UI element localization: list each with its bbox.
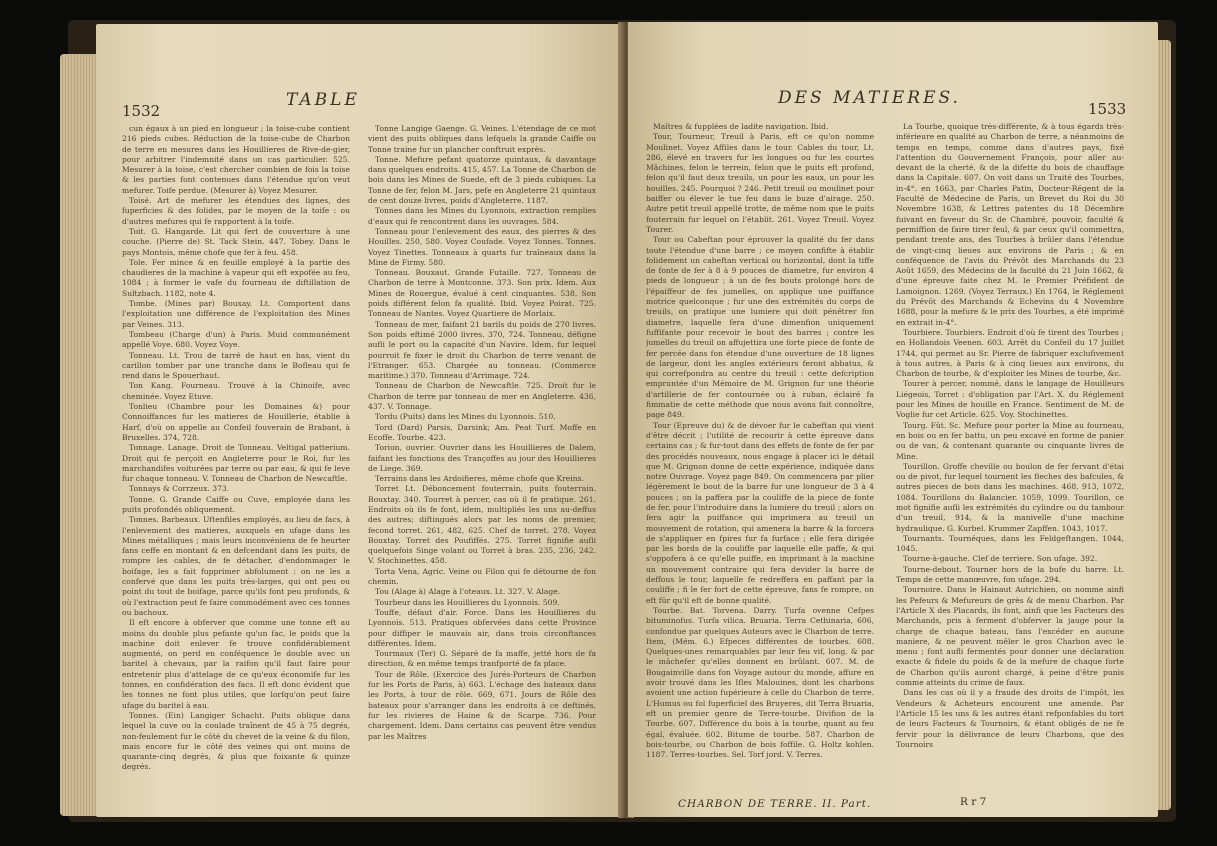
index-entry: Tonnage. Lanage. Droit de Tonneau. Veltigal patterium. Droit qui fe perçoit en Angleterre pour le Roi, fur les marchandifes voiturées par terre ou par eau, & qui fe leve fur chaque tonneau. V. Tonneau de Charbon de Newcaftle. <box>122 443 350 484</box>
running-header-left: TABLE <box>286 90 360 110</box>
index-entry: Torion, ouvrier. Ouvrier dans les Houillieres de Dalem, faifant les fonctions des Trançoffes au jour des Houillieres de Liege. 369. <box>368 443 596 473</box>
index-entry: Tourbeur dans les Houillieres du Lyonnois. 509. <box>375 597 560 607</box>
index-entry: Tourbe. Bat. Torvena. Darry. Turfa ovenne Cefpes bituminofus. Turfa vilica. Bruaria. Terra Cethinaria, 606, confondue par quelques Auteurs avec le Charbon de terre. Item, (Mém. 6.) Efpeces différentes de tourbes. 608. Quelques-unes remarquables par leur feu vif, long, & par le mâchefer qu'elles donnent en brûlant. 607. M. de Bougainville dans fon Voyage autour du monde, affure en avoir trouvé dans les Ifles Malouines, dont les charbons avoient une action fupérieure à celle du Charbon de terre. L'Humus ou fol fuperficiel des Bruyeres, dit Terra Bruaria, eft un premier genre de Terre-tourbe. Divifion de la Tourbe. 607. Différence du bois à la tourbe, quant au feu égal, évaluée. 602. Bitume de tourbe. 587. Charbon de bois-tourbe, ou Charbon de bois foffile. G. Holtz kohlen. 1187. Terres-tourbes. Sel. Torf jord. V. Terres. <box>646 605 874 760</box>
left-column-2 <box>368 124 596 804</box>
right-column-1 <box>646 122 874 802</box>
index-entry: Tordu (Puits) dans les Mines du Lyonnois. 510. <box>375 412 556 422</box>
index-entry: Toisé. Art de mefurer les étendues des lignes, des fuperficies & des folides, par le moyen de la toife : ou d'autres mefures qui fe rapportent à la toife. <box>122 196 350 226</box>
index-entry: Tombe. (Mines par) Bouxay. Lt. Comportent dans l'exploitation une différence de l'exploitation des Mines par Veines. 313. <box>122 299 350 329</box>
index-entry: Tonne. Mefure pefant quatorze quintaux, & davantage dans quelques endroits. 415, 457. La Tonne de Charbon de bois dans les Mines de Suede, eft de 3 pieds cubiques. La Tonne de fer, felon M. Jars, pefe en Angleterre 21 quintaux de cent douze livres, poids d'Angleterre. 1187. <box>368 154 596 206</box>
index-entry: Tonneau. Lt. Trou de tarré de haut en bas, vient du carillon tomber par une tranche dans le Bofleau qui fe rend dans le Spouerhaut. <box>122 350 350 381</box>
index-entry: Torta Vena, Agric. Veine ou Filon qui fe détourne de fon chemin. <box>368 566 596 587</box>
index-entry: Tombeau (Charge d'un) à Paris. Muid communément appellé Voye. 680. Voyez Voye. <box>122 329 350 350</box>
index-entry: Torret Lt. Déboncement fouterrain, puits fouterrain. Bouxtay. 340. Tourret à percer, cas où il fe pratique. 261. Endroits où ils fe font, idem, multipliés les uns au-deffus des autres; diftingués alors par les noms de premier, fecond torret. 261, 482, 625. Chef de torret. 278. Voyez Bouxtay. Torret des Poufiffés. 275. Torret fignifie aufli quelquefois Singe volant ou Torret à bras. 235, 236, 242. V. Stochinettes. 458. <box>368 484 596 566</box>
index-entry: cun égaux à un pied en longueur ; la toise-cube contient 216 pieds cubes. Réduction de la toise-cube de Charbon de terre en mesures dans les Houillieres de Rive-de-gier, pour arbitrer l'indemnité dans un cas particulier. 525. Mesurer à la toise, c'est chercher combien de fois la toise & les parties font contenues dans l'étendue qu'on veut mefurer. Toife perdue. (Mesurer à) Voyez Mesurer. <box>122 124 350 195</box>
index-entry: La Tourbe, quoique très-différente, & à tous égards très-inférieure en qualité au Charbon de terre, a néanmoins de temps en temps, comme dans d'autres pays, fixé l'attention du Gouvernement François, pour aller au-devant de la cherté, & de la difette du bois de chauffage dans la Capitale. 607. On voit dans un Traité des Tourbes, in-4°. en 1663, par Charles Patin, Docteur-Régent de la Faculté de Médecine de Paris, un Brevet du Roi du 30 Novembre 1638, & Lettres patentes du 18 Décembre fuivant en faveur du Sr. de Chambré, pouvoir, faculté & permiffion de faire tirer feul, & par ceux qu'il commettra, pendant trente ans, des Tourbes à brûler dans l'étendue de vingt-cinq lieues aux environs de Paris ; & en conféquence de l'avis du Prévôt des Marchands du 23 Août 1659, des Médecins de la faculté du 21 Juin 1662, & d'une épreuve faite chez M. le Premier Préfident de Lamoignon. 1269. (Voyez Terraux.) En 1764, le Réglement du Prévôt des Marchands & Echevins du 4 Novembre 1688, pour la mefure & le prix des Tourbes, a été imprimé en extrait in-4°. <box>896 122 1124 327</box>
index-entry: Tournants. Tournéques, dans les Feldgeftangen. 1044, 1045. <box>896 533 1124 554</box>
index-entry: Tonneau de Charbon de Newcaftle. 725. Droit fur le Charbon de terre par tonneau de mer en Angleterre. 436, 437. V. Tonnage. <box>368 381 596 412</box>
index-entry: Tonneau. Bouxaut. Grande Futaille. 727. Tonneau de Charbon de terre à Montconne. 373. Son prix. Idem. Aux Mines de Rouergue, évalué à cent cinquantes. 538. Son poids différent felon fa qualité. Ibid. Voyez Poirat. 725. Tonneau de Nantes. Voyez Quartiere de Morlaix. <box>368 268 596 319</box>
index-entry: Touffe, défaut d'air. Force. Dans les Houillieres du Lyonnois. 513. Pratiques obfervées dans cette Province pour diffiper le mauvais air, dans trois circonftances différentes. Idem. <box>368 607 596 648</box>
index-entry: Dans les cas où il y a fraude des droits de l'impôt, les Vendeurs & Acheteurs encourent une amende. Par l'Article 15 les uns & les autres étant refponfables du tort de leurs Facteurs & Tournoirs, & étant obligés de ne fe fervir pour la délivrance de leurs Charbons, que des Tournoirs <box>896 688 1124 749</box>
index-entry: Tourmaux (Ter) G. Séparé de fa maffe, jetté hors de fa direction, & en même temps tranfporté de fa place. <box>368 649 596 669</box>
page-edges-left <box>60 54 98 816</box>
index-entry: Tou (Alage à) Alage à l'oteaux. Lt. 327. V. Alage. <box>375 587 561 597</box>
index-entry: Tonnes. (Ein) Langiger Schacht. Puits oblique dans lequel la cuve ou la coulade traînent de 45 à 75 degrés, non-feulement fur le côté du chevet de la veine & du filon, mais encore fur le côté des veines qui ont moins de quarante-cinq degrés, & plus que foixante & quinze degrés. <box>122 710 350 772</box>
index-entry: Maîtres & fupplées de ladite navigation. Ibid. <box>653 122 829 131</box>
index-entry: Terrains dans les Ardoifieres, même chofe que Kreins. <box>375 474 584 484</box>
right-column-2 <box>896 122 1124 802</box>
index-entry: Il eft encore à obferver que comme une tonne eft au moins du double plus pefante qu'un fac, le poids que la machine doit enlever fe trouve confidérablement augmenté, on perd en conféquence le double avec un baritel à chevaux, par la raifon qu'il faut faire pour entretenir plus d'attelage de ce qu'eux économife fur les tonnes, en confidération des facs. Il eft donc évident que les tonnes ne font plus utiles, que lorfqu'on peut faire ufage du baritel à eau. <box>122 618 350 710</box>
signature-mark: R r 7 <box>960 796 987 808</box>
index-entry: Tourg. Fût. Sc. Mefure pour porter la Mine au fourneau, en bois ou en fer battu, un peu excavé en forme de panier ou de van, & contenant quarante ou cinquante livres de Mine. <box>896 420 1124 461</box>
index-entry: Tonne Langige Gaenge. G. Veines. L'étendage de ce mot vient des puits obliques dans lefquels la grande Caiffe ou Tonne traine fur un plancher conftruit exprès. <box>368 124 596 154</box>
index-entry: Tonneau pour l'enlevement des eaux, des pierres & des Houilles. 250, 580. Voyez Coufade. Voyez Tonnes. Tonnes. Voyez Tinettes. Tonneaux à quarts fur traîneaux dans la Mine de Firmy. 580. <box>368 226 596 267</box>
index-entry: Tourne-à-gauche. Clef de terriere. Son ufage. 392. <box>903 554 1098 564</box>
running-header-right: DES MATIERES. <box>778 88 961 108</box>
right-page <box>628 22 1158 817</box>
index-entry: Tour (Epreuve du) & de dévoer fur le cabeftan qui vient d'être décrit ; l'utilité de recourir à cette épreuve dans certains cas ; & fur-tout dans des effets de fonte de fer par des procédés nouveaux, nous engage à placer ici le détail que M. Grignon donne de cette expérience, indiquée dans notre Ouvrage. Voyez page 849. On commencera par plier légèrement le bout de la barre fur une longueur de 3 à 4 pouces ; on la pafferа par la couliffe de la piece de fonte de fer, pour l'introduire dans la lumiere du treuil ; alors on fera agir la puiffance qui imprimera au treuil un mouvement de rotation, qui amenera la barre & la forcera de s'appliquer en fpires fur fa furface ; elle fera dirigée par les bords de la couliffe par laquelle elle paffe, & qui s'oppofera à ce qu'elle puiffe, en imprimant à la machine un mouvement contraire qui fera devider la barre de deffous le tour, laquelle fe redreffera en paffant par la couliffe ; fi le fer fort de cette épreuve, fans fe rompre, on eft fûr qu'il eft de bonne qualité. <box>646 420 874 605</box>
index-entry: Toit. G. Hangarde. Lit qui fert de couverture à une couche. (Pierre de) St. Tack Stein. 447. Tobey. Dans le pays Montois, même chofe que fer à feu. 458. <box>122 226 350 257</box>
index-entry: Tournoire. Dans le Hainaut Autrichien, on nomme ainfi les Pefeurs & Mefureurs de grès & de menu Charbon. Par l'Article X des Placards, ils font, ainfi que les Facteurs des Marchands, pris à ferment d'obferver la jauge pour la charge de chaque bateau, fans l'excéder en aucune maniere, & ne peuvent mêler le gros Charbon avec le menu ; font aufli fermentés pour donner une déclaration exacte & fidele du poids & de la mefure de chaque forte de Charbon qu'ils auront chargé, à peine d'être punis comme atteints du crime de faux. <box>896 585 1124 688</box>
left-column-1 <box>122 124 350 804</box>
index-entry: Tonnes dans les Mines du Lyonnois, extraction remplies d'eaux qui fe rencontrent dans les ouvrages. 584. <box>368 206 596 226</box>
index-entry: Tourillon. Groffe cheville ou boulon de fer fervant d'étai ou de pivot, fur lequel tournent les fleches des bafcules, & autres pieces de bois dans les machines. 468, 913, 1072, 1084. Tourillons du Balancier. 1059, 1099. Tourillon, ce mot fignifie aufli les extrémités du cylindre ou du tambour d'un treuil, 914, & la manivelle d'une machine hydraulique. G. Kurbel. Krummer Zapffen. 1043, 1017. <box>896 461 1124 533</box>
index-entry: Tourne-debout. Tourner hors de la bufe du barre. Lt. Temps de cette manœuvre, fon ufage. 294. <box>896 564 1124 585</box>
index-entry: Tonnays & Corrzeux. 373. <box>129 484 230 494</box>
index-entry: Tonlieu (Chambre pour les Domaines &) pour Connoiffances fur les matieres de Houillerie, établie à Harf, d'où on appelle au Confeil fouverain de Brabant, à Bruxelles. 374, 728. <box>122 402 350 442</box>
index-entry: Tour ou Cabeftan pour éprouver la qualité du fer dans toute l'étendue d'une barre ; ce moyen confifte à établir folidement un cabeftan vertical ou horizontal, dont la tiffe de fonte de fer à 8 à 9 pouces de diametre, fur environ 4 pieds de longueur ; à un de fes bouts prolongé hors de l'épaiffeur de fes jumelles, on applique une puiffance motrice quelconque ; fur une des extrémités du corps de treuils, on pratique une lumiere qui doit pénétrer fon diametre, laquelle fera d'une dimenfion uniquement fuffifante pour recevoir le bout des barres ; contre les jumelles du treuil on affujettira une forte piece de fonte de fer percée dans fon étendue d'une ouverture de 18 lignes de largeur, dont les angles extérieurs feront abbatus, & qui correfpondra au centre du treuil : cette defcription empruntée d'un Mémoire de M. Grignon fur une théorie d'artillerie de fer contournée ou à ruban, éclairé fa fimmatie de cette méthode que nous avons fait connoître, page 849. <box>646 235 874 420</box>
left-page <box>96 24 624 817</box>
page-number-right: 1533 <box>1088 100 1127 118</box>
index-entry: Tourer à percer, nommé, dans le langage de Houilleurs Liégeois, Torret : d'obligation par l'Art. X. du Réglement pour les Mines de houille en France. Sentiment de M. de Voglie fur cet Article. 625. Voy. Stochinettes. <box>896 379 1124 420</box>
index-entry: Tour, Tourneur, Treuil à Paris, eft ce qu'on nomme Moulinet. Voyez Affiles dans le tour. Cables du tour, Lt. 286, élevé en travers fur les longues ou fur les courtes Mâchines, felon le terrein, felon que le puits eft profond, felon qu'il faut deux treuils, un pour les eaux, un pour les houilles. 245. Pourquoi ? 246. Petit treuil ou moulinet pour baiffer ou élever le tue feu dans le buze d'airage. 250. Autre petit treuil appellé trotte, de même nom que le puits fouterrain fur lequel on l'établit. 261. Voyez Treuil. Voyez Tourer. <box>646 132 874 234</box>
signature-footer: CHARBON DE TERRE. II. Part. <box>678 798 872 810</box>
index-entry: Tole. Fer mince & en feuille employé à la partie des chaudieres de la machine à vapeur qui eft expofée au feu, 1084 ; à former le vafe du fourneau de diftillation de Sultzbach. 1182, note 4. <box>122 257 350 298</box>
index-entry: Tonnes. Barbeaux. Uftenfiles employés, au lieu de facs, à l'enlevement des matieres, auxquels en ufage dans les Mines métalliques ; mais leurs inconvéniens de fe heurter fans ceffe en montant & en defcendant dans les puits, de rompre les cables, de fe détacher, d'endommager le boifage, les a fait fupprimer abfolument : on ne les a confervé que dans les puits très-larges, qui ont peu ou point du tout de boifage, parce qu'ils font peu profonds, & où l'extraction peut fe faire commodément avec ces tonnes ou bachoux. <box>122 515 350 617</box>
index-entry: Tonne. G. Grande Caiffe ou Cuve, employée dans les puits profondés obliquement. <box>122 494 350 514</box>
page-number-left: 1532 <box>122 102 161 120</box>
index-entry: Tord (Dard) Parsis, Darsink; Am. Peat Turf. Moffe en Ecoffe. Tourbe. 423. <box>368 422 596 442</box>
page-edges-right <box>1157 40 1171 810</box>
index-entry: Tour de Rôle. (Exercice des Jurés-Porteurs de Charbon fur les Ports de Paris, à) 663. L'échage des bateaux dans les Ports, à tour de rôle. 669, 671. Jours de Rôle des bateaux pour s'arranger dans les endroits à ce deftinés, fur les rivieres de Haine & de Scarpe. 736. Pour chargement. Idem. Dans certains cas peuvent être vendus par les Maîtres <box>368 669 596 741</box>
index-entry: Tourbiere. Tourbiers. Endroit d'où fe tirent des Tourbes ; en Hollandois Veenen. 603. Arrêt du Confeil du 17 Juillet 1744, qui permet au Sr. Pierre de fabriquer exclufivement à tous autres, à Paris & à cinq lieues aux environs, du Charbon de tourbe, & d'exploiter les Mines de tourbe, &c. <box>896 327 1124 379</box>
index-entry: Ton Kang. Fourneau. Trouvé à la Chinoife, avec cheminée. Voyez Etuve. <box>122 381 350 401</box>
index-entry: Tonneau de mer, faifant 21 barils du poids de 270 livres. Son poids eftimé 2000 livres. 370, 724. Tonneau, défigne aufli le port ou la capacité d'un Navire. Idem, fur lequel pourroit fe fixer le droit du Charbon de terre venant de l'Etranger. 653. Chargée au tonneau. (Commerce maritime.) 370. Tonneau d'Arrimage. 724. <box>368 319 596 381</box>
